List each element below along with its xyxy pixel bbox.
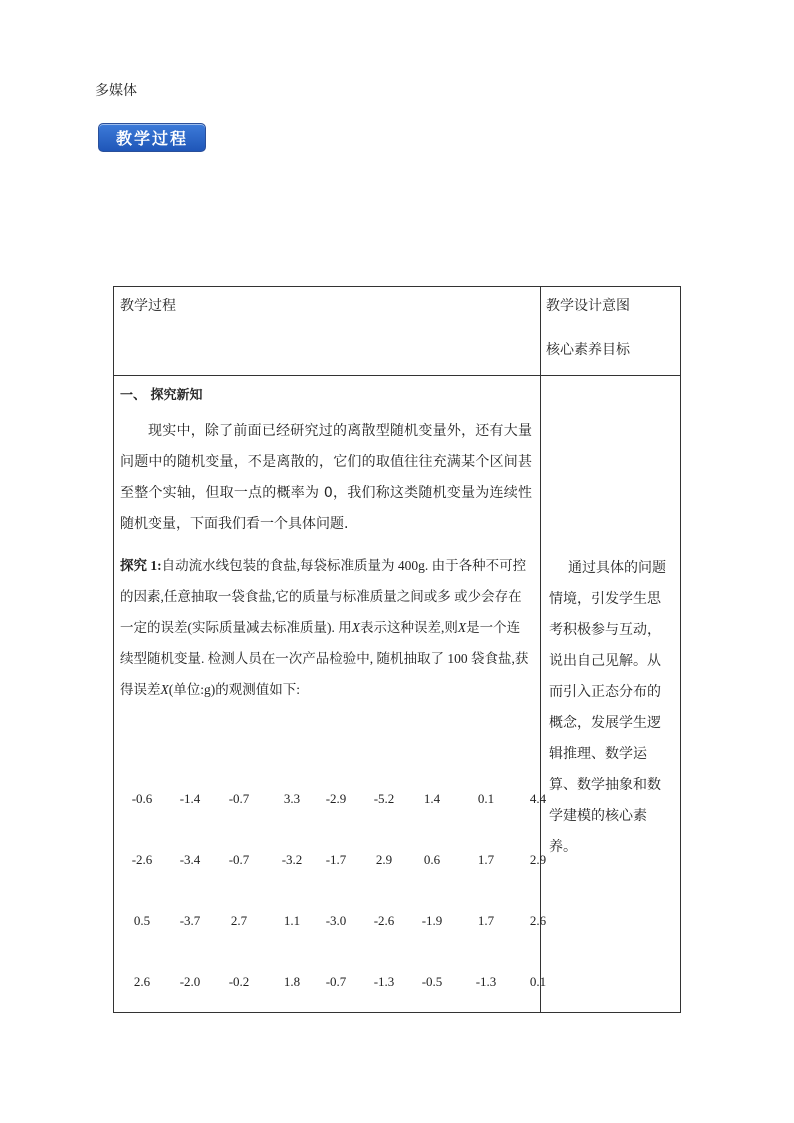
observation-value: -0.7: [228, 791, 250, 806]
observation-value: -2.6: [131, 852, 153, 867]
observation-value: -0.7: [228, 852, 250, 867]
observation-value: 4.4: [529, 791, 547, 806]
observation-row: [114, 913, 554, 933]
observation-value: 2.6: [133, 974, 151, 989]
top-label: 多媒体: [95, 83, 137, 99]
observation-value: -1.4: [179, 791, 201, 806]
explore-label: 探究 1:: [120, 558, 162, 573]
observation-value: 0.1: [529, 974, 547, 989]
observation-value: -1.3: [475, 974, 497, 989]
observation-value: -1.3: [373, 974, 395, 989]
observation-value: 0.5: [133, 913, 151, 928]
observation-value: -3.0: [325, 913, 347, 928]
observation-value: 1.1: [283, 913, 301, 928]
observation-value: -0.5: [421, 974, 443, 989]
observation-value: 2.7: [230, 913, 248, 928]
explore-text-4: (单位:g)的观测值如下:: [168, 682, 300, 697]
observation-value: 1.4: [423, 791, 441, 806]
observation-value: -2.0: [179, 974, 201, 989]
observation-value: 0.1: [477, 791, 495, 806]
section-title: 一、 探究新知: [120, 388, 203, 403]
observation-value: 2.6: [529, 913, 547, 928]
observation-value: -3.2: [281, 852, 303, 867]
observation-value: 0.6: [423, 852, 441, 867]
header-cell-intent: [541, 287, 680, 376]
observation-value: 2.9: [375, 852, 393, 867]
observation-value: 2.9: [529, 852, 547, 867]
explore-paragraph: [120, 550, 532, 705]
design-intent-text: 通过具体的问题情境，引发学生思考积极参与互动，说出自己见解。从而引入正态分布的概念，发展学生逻辑推理、数学运算、数学抽象和数学建模的核心素养。: [549, 560, 666, 855]
observation-value: -3.4: [179, 852, 201, 867]
section-banner: 教学过程: [98, 123, 206, 152]
explore-text-1: 自动流水线包装的食盐,每袋标准质量为 400g. 由于各种不可控的因素,任意抽取一袋食盐,它的质量与标准质量之间或多 或少会存在一定的误差(实际质量减去标准质量). 用: [120, 558, 527, 635]
intro-paragraph: 现实中，除了前面已经研究过的离散型随机变量外，还有大量问题中的随机变量，不是离散的，它们的取值往往充满某个区间甚至整个实轴，但取一点的概率为 0，我们称这类随机变量为连续性随机变量，下面我们看一个具体问题.: [120, 423, 532, 532]
observation-row: [114, 791, 554, 811]
observation-value: 3.3: [283, 791, 301, 806]
observation-value: -2.9: [325, 791, 347, 806]
observation-value: -3.7: [179, 913, 201, 928]
observation-value: -1.9: [421, 913, 443, 928]
observation-row: [114, 974, 554, 994]
observation-value: 1.7: [477, 913, 495, 928]
header-core-literacy: 核心素养目标: [546, 342, 630, 358]
observation-value: 1.8: [283, 974, 301, 989]
observation-row: [114, 852, 554, 872]
body-cell-intent: [541, 376, 680, 1012]
observation-value: -5.2: [373, 791, 395, 806]
header-process: 教学过程: [120, 298, 176, 314]
observation-value: -1.7: [325, 852, 347, 867]
observation-value: 1.7: [477, 852, 495, 867]
header-cell-process: [114, 287, 541, 376]
observation-value: -0.6: [131, 791, 153, 806]
variable-x: X: [160, 682, 169, 697]
observation-value: -0.7: [325, 974, 347, 989]
header-design-intent: 教学设计意图: [546, 298, 630, 314]
body-cell-process: [114, 376, 547, 1012]
variable-x: X: [351, 620, 360, 635]
variable-x: X: [457, 620, 467, 635]
lesson-table: [113, 286, 681, 1013]
explore-text-2: 表示这种误差,则: [360, 620, 458, 635]
explore-text-3: 是一个连续型随机变量. 检测人员在一次产品检验中, 随机抽取了 100 袋食盐,获得误差: [120, 620, 529, 697]
observation-value: -2.6: [373, 913, 395, 928]
observation-value: -0.2: [228, 974, 250, 989]
